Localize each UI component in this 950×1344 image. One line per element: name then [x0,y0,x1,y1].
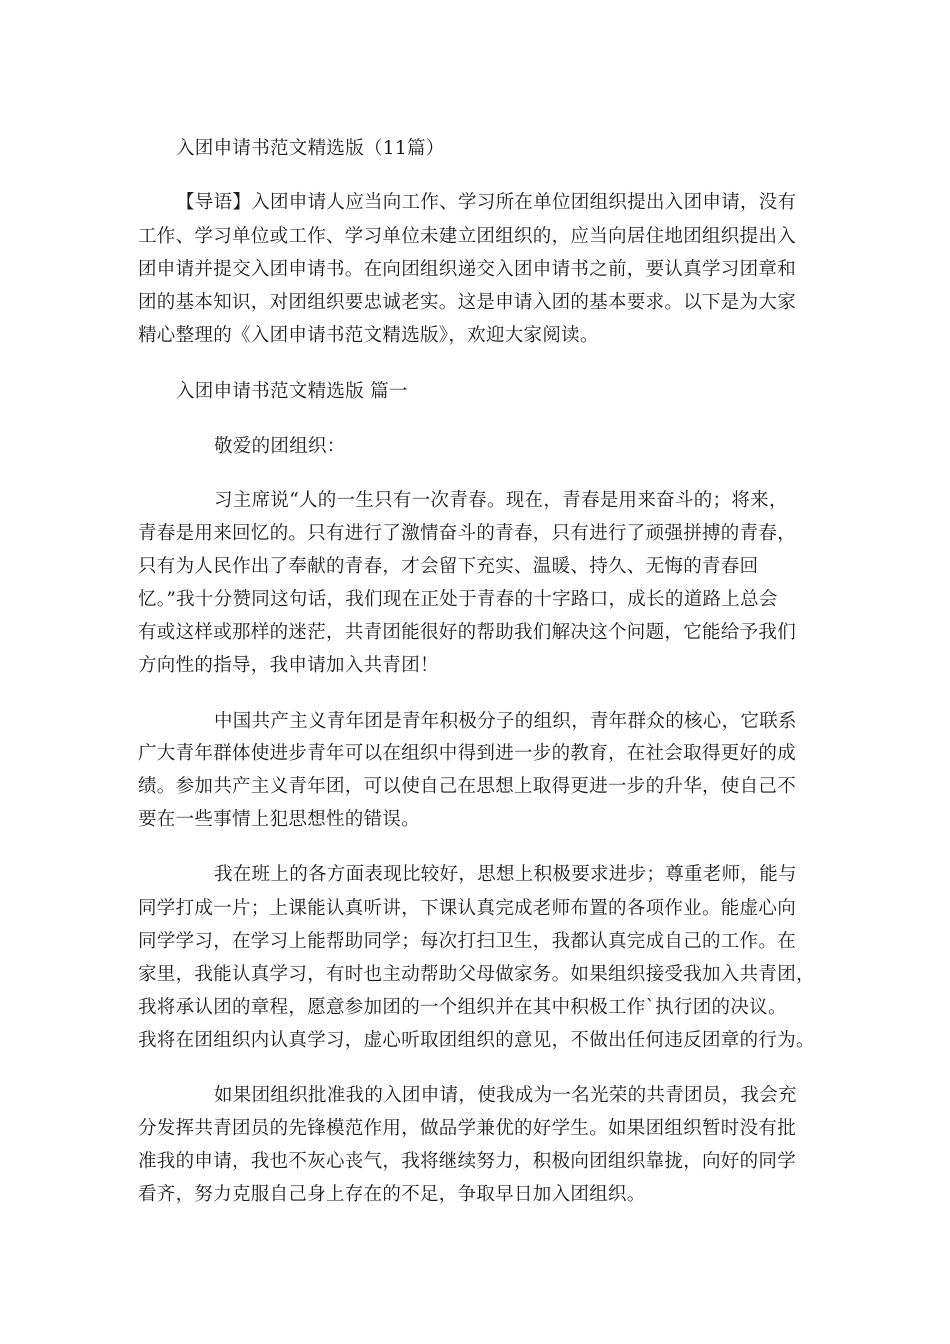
paragraph-line: 同学打成一片；上课能认真听讲，下课认真完成老师布置的各项作业。能虚心向 [138,898,797,919]
paragraph-line: 青春是用来回忆的。只有进行了激情奋斗的青春，只有进行了顽强拼搏的青春， [138,523,797,544]
paragraph-line: 绩。参加共产主义青年团，可以使自己在思想上取得更进一步的升华，使自己不 [138,776,797,797]
paragraph-line: 只有为人民作出了奉献的青春，才会留下充实、温暖、持久、无悔的青春回 [138,556,759,577]
paragraph-line: 家里，我能认真学习，有时也主动帮助父母做家务。如果组织接受我加入共青团， [138,964,815,985]
paragraph-line: 同学学习，在学习上能帮助同学；每次打扫卫生，我都认真完成自己的工作。在 [138,931,797,952]
paragraph-line: 方向性的指导，我申请加入共青团！ [138,655,439,676]
paragraph-line: 习主席说“人的一生只有一次青春。现在，青春是用来奋斗的；将来， [214,490,788,511]
paragraph-line: 我将在团组织内认真学习，虚心听取团组织的意见，不做出任何违反团章的行为。 [138,1030,815,1051]
paragraph-line: 广大青年群体使进步青年可以在组织中得到进一步的教育，在社会取得更好的成 [138,743,797,764]
intro-line: 【导语】入团申请人应当向工作、学习所在单位团组织提出入团申请，没有 [176,192,797,213]
paragraph-line: 看齐，努力克服自己身上存在的不足，争取早日加入团组织。 [138,1184,646,1205]
paragraph-line: 我在班上的各方面表现比较好，思想上积极要求进步；尊重老师，能与 [214,864,797,885]
paragraph-line: 如果团组织批准我的入团申请，使我成为一名光荣的共青团员，我会充 [214,1085,797,1106]
salutation: 敬爱的团组织： [214,436,346,457]
paragraph-line: 要在一些事情上犯思想性的错误。 [138,809,421,830]
paragraph-line: 中国共产主义青年团是青年积极分子的组织，青年群众的核心，它联系 [214,711,797,732]
intro-line: 工作、学习单位或工作、学习单位未建立团组织的，应当向居住地团组织提出入 [138,226,797,247]
paragraph-line: 忆。”我十分赞同这句话，我们现在正处于青春的十字路口，成长的道路上总会 [138,589,778,610]
intro-line: 团的基本知识，对团组织要忠诚老实。这是申请入团的基本要求。以下是为大家 [138,292,797,313]
paragraph-line: 分发挥共青团员的先锋模范作用，做品学兼优的好学生。如果团组织暂时没有批 [138,1118,797,1139]
section-heading: 入团申请书范文精选版 篇一 [176,381,408,402]
intro-line: 精心整理的《入团申请书范文精选版》，欢迎大家阅读。 [138,325,599,346]
document-title: 入团申请书范文精选版（11篇） [176,138,445,159]
intro-line: 团申请并提交入团申请书。在向团组织递交入团申请书之前，要认真学习团章和 [138,259,797,280]
paragraph-line: 准我的申请，我也不灰心丧气，我将继续努力，积极向团组织靠拢，向好的同学 [138,1151,797,1172]
paragraph-line: 我将承认团的章程，愿意参加团的一个组织并在其中积极工作`执行团的决议。 [138,997,787,1018]
paragraph-line: 有或这样或那样的迷茫，共青团能很好的帮助我们解决这个问题，它能给予我们 [138,622,797,643]
